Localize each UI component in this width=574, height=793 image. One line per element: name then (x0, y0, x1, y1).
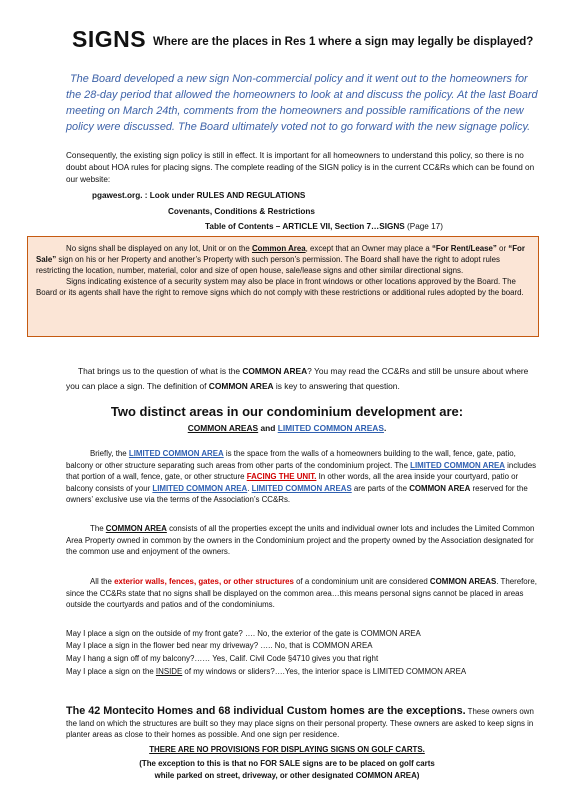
term-common-area: COMMON AREA (105, 524, 167, 533)
policy-text: No signs shall be displayed on any lot, Unit or on the (66, 244, 252, 253)
exterior-paragraph (66, 576, 544, 611)
term-limited-common-area: LIMITED COMMON AREA (128, 449, 224, 458)
brings-text: ? You may read the CC&Rs and still be unsure about where you can place a sign. The definition of (66, 366, 529, 391)
page-title: SIGNS (72, 26, 147, 52)
policy-paragraph-2: Signs indicating existence of a security system may also be place in front windows or other locations approved by the Board. The Board or its agents shall have the right to remove signs which do not comply with these restrictions or additional rules adopted by the board. (36, 277, 524, 297)
exception-line-1: (The exception to this is that no FOR SALE signs are to be placed on golf carts (139, 759, 435, 768)
page-question: Where are the places in Res 1 where a sign may legally be displayed? (153, 36, 534, 48)
term-common-areas: COMMON AREAS (429, 577, 497, 586)
briefly-text: includes that portion of a wall, fence, gate, or other structure (66, 460, 537, 482)
policy-common-area: Common Area (251, 244, 306, 253)
exterior-text: . Therefore, since the CC&Rs state that no signs shall be displayed on the common area…this means personal signs cannot be placed in areas outside the courtyards and patios and of the condominiums. (66, 577, 537, 610)
brings-text: is key to answering that question. (273, 381, 400, 391)
section-heading: Two distinct areas in our condominium development are: (110, 404, 464, 419)
term-limited-common-area: LIMITED COMMON AREA (152, 483, 248, 493)
board-paragraph: The Board developed a new sign Non-commercial policy and it went out to the homeowners for the 28-day period that allowed the homeowners to look at and discuss the policy. At the last Board meeting on March 24th, comments from the homeowners and possible ramifications of the new policy were discussed. The Board ultimately voted not to go forward with the new signage policy. (66, 73, 538, 133)
briefly-text: . (247, 483, 252, 493)
golf-cart-exception (0, 758, 574, 781)
qa-inside: INSIDE (155, 667, 183, 676)
reference-line-toc (205, 222, 443, 231)
exterior-text: All the (90, 577, 115, 586)
qa-text: May I place a sign on the (66, 667, 156, 676)
homes-lead: The 42 Montecito Homes and 68 individual Custom homes are the exceptions. (66, 705, 466, 717)
briefly-text: are parts of the (351, 483, 410, 493)
brings-text: That brings us to the question of what is the (78, 366, 243, 376)
reference-page: (Page 17) (407, 222, 443, 231)
facing-the-unit: FACING THE UNIT. (246, 472, 317, 482)
term-limited-common-areas: LIMITED COMMON AREAS (251, 483, 352, 493)
qa-windows (66, 667, 544, 676)
reference-line-website: pgawest.org. : Look under RULES AND REGULATIONS (92, 191, 306, 200)
policy-text: sign on his or her Property and another’s Property with such person’s permission. The Board shall have the right to adopt rules restricting the location, number, material, color and size of open house, sale/lease signs and other similar directional signs. (36, 255, 500, 275)
policy-paragraph-1 (36, 243, 530, 276)
qa-flower-bed: May I place a sign in the flower bed near my driveway? ….. No, that is COMMON AREA (66, 641, 373, 650)
policy-text: , except that an Owner may place a (305, 244, 432, 253)
subhead-period: . (383, 423, 387, 433)
term-common-area: COMMON AREA (242, 366, 308, 376)
consequently-paragraph: Consequently, the existing sign policy is still in effect. It is important for all homeowners to understand this policy, so there is no doubt about HOA rules for placing signs. The complete reading of the SIGN policy is in the current CC&Rs which can be found on our website: (66, 151, 535, 184)
homes-paragraph (66, 706, 544, 741)
common-text: The (90, 524, 106, 533)
briefly-paragraph (66, 448, 544, 506)
briefly-text: reserved for the owners’ exclusive use via the terms of the Association’s CC&Rs. (66, 483, 528, 505)
policy-text: or (496, 244, 509, 253)
qa-balcony: May I hang a sign off of my balcony?…… Yes, Calif. Civil Code §4710 gives you that right (66, 654, 379, 663)
homes-text: These owners own the land on which the structures are built so they may place signs on their personal property. These owners are asked to keep signs in planter areas as close to their homes as possible. And one sign per residence. (66, 707, 534, 740)
subhead-limited-common-areas: LIMITED COMMON AREAS (277, 423, 384, 433)
golf-cart-notice: THERE ARE NO PROVISIONS FOR DISPLAYING SIGNS ON GOLF CARTS. (149, 745, 425, 754)
subhead-and: and (258, 423, 278, 433)
qa-front-gate: May I place a sign on the outside of my front gate? …. No, the exterior of the gate is COMMON AREA (66, 629, 421, 638)
exterior-structures: exterior walls, fences, gates, or other structures (114, 577, 294, 586)
common-area-paragraph (66, 523, 544, 558)
brings-paragraph (66, 364, 544, 394)
common-text: consists of all the properties except the units and individual owner lots and includes the Limited Common Area Property owned in common by the owners in the Condominium project and the property owned by the Association designated for the common use and enjoyment of the owners. (66, 524, 535, 557)
exception-line-2: while parked on street, driveway, or other designated COMMON AREA) (154, 770, 420, 780)
policy-box (27, 236, 539, 337)
exterior-text: of a condominium unit are considered (293, 577, 430, 586)
briefly-text: In other words, all the area inside your courtyard, patio or balcony consists of your (66, 472, 519, 493)
briefly-text: Briefly, the (90, 449, 129, 458)
term-common-area: COMMON AREA (409, 483, 471, 493)
section-subhead (0, 423, 574, 433)
subhead-common-areas: COMMON AREAS (187, 423, 259, 433)
term-common-area: COMMON AREA (208, 381, 274, 391)
qa-text: of my windows or sliders?….Yes, the interior space is LIMITED COMMON AREA (182, 667, 467, 676)
briefly-text: is the space from the walls of a homeowners building to the wall, fence, gate, patio, balcony or other structure separating such areas from other parts of the condominium project. The (66, 449, 516, 470)
for-sale-label: “For Sale” (36, 244, 525, 264)
reference-toc-text: Table of Contents – ARTICLE VII, Section 7…SIGNS (205, 222, 405, 231)
term-limited-common-area: LIMITED COMMON AREA (410, 460, 505, 470)
for-rent-label: “For Rent/Lease” (431, 244, 497, 253)
reference-line-ccrs: Covenants, Conditions & Restrictions (168, 207, 315, 216)
